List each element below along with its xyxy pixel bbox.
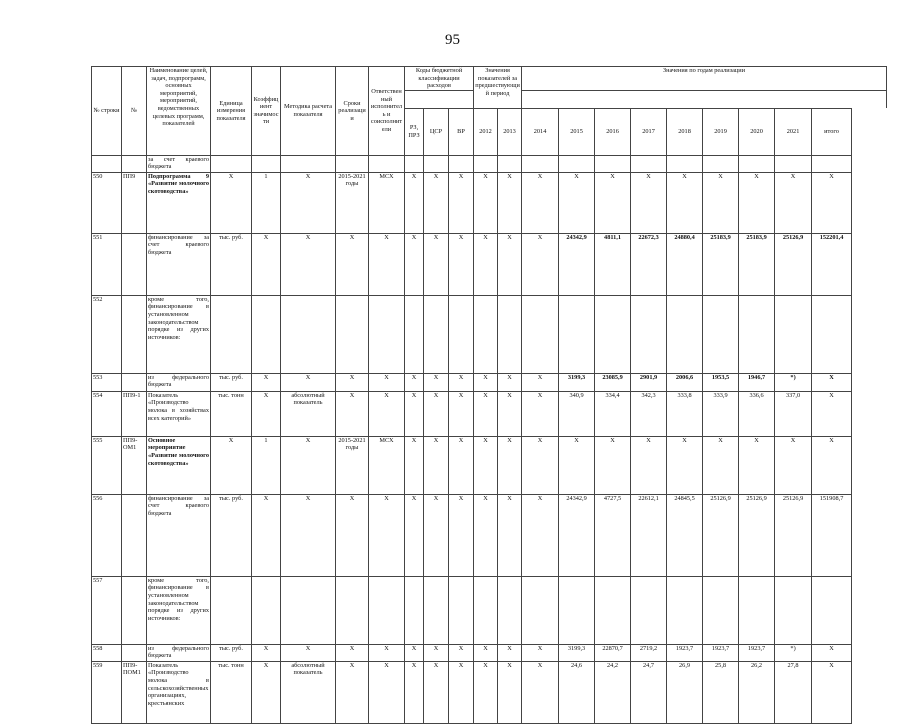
header-2021: 2021 (775, 108, 812, 155)
cell-name-text: из федерального бюджета (148, 373, 209, 389)
cell-y2020: 336,6 (739, 391, 775, 436)
cell-y2020: Х (739, 436, 775, 494)
cell-unit: тыс. тонн (211, 661, 252, 723)
cell-rz: Х (405, 233, 424, 295)
cell-y2015 (559, 295, 595, 373)
cell-y2021 (775, 295, 812, 373)
cell-name (147, 155, 211, 172)
cell-y2014: Х (522, 644, 559, 661)
cell-y2021: Х (775, 172, 812, 233)
cell-name-text: финансирование за счет краевого бюджета (148, 494, 209, 517)
header-2013: 2013 (498, 108, 522, 155)
cell-method (281, 155, 336, 172)
cell-term: 2015-2021 годы (336, 436, 369, 494)
cell-coef: Х (252, 391, 281, 436)
cell-csr: Х (424, 436, 449, 494)
cell-no (122, 644, 147, 661)
cell-method: Х (281, 644, 336, 661)
cell-y2012 (474, 155, 498, 172)
cell-unit: тыс. руб. (211, 644, 252, 661)
table-row (92, 295, 887, 373)
cell-y2014: Х (522, 661, 559, 723)
cell-resp (369, 576, 405, 644)
cell-resp: Х (369, 391, 405, 436)
table-row (92, 576, 887, 644)
cell-y2012: Х (474, 661, 498, 723)
cell-name-text: Показатель «Производство молока в хозяйствах всех категорий» (148, 391, 209, 422)
cell-y2012: Х (474, 233, 498, 295)
cell-csr: Х (424, 494, 449, 576)
cell-total: Х (812, 172, 852, 233)
cell-total: Х (812, 644, 852, 661)
cell-total: Х (812, 436, 852, 494)
header-2017: 2017 (631, 108, 667, 155)
cell-y2016 (595, 295, 631, 373)
cell-vr: Х (449, 644, 474, 661)
cell-y2016: 4727,5 (595, 494, 631, 576)
cell-y2018: 333,8 (667, 391, 703, 436)
cell-method: Х (281, 494, 336, 576)
cell-y2014: Х (522, 373, 559, 391)
cell-y2017 (631, 155, 667, 172)
cell-y2016: 23085,9 (595, 373, 631, 391)
header-csr: ЦСР (424, 108, 449, 155)
cell-unit (211, 155, 252, 172)
cell-name-text: Подпрограмма 9 «Развитие молочного скотоводства» (148, 172, 209, 195)
cell-vr: Х (449, 436, 474, 494)
cell-y2019: Х (703, 172, 739, 233)
cell-rz: Х (405, 494, 424, 576)
cell-y2012: Х (474, 373, 498, 391)
cell-no: ПП9-ОМ1 (122, 436, 147, 494)
cell-unit (211, 576, 252, 644)
table-body (92, 155, 887, 723)
cell-name-text: Основное мероприятие «Развитие молочного скотоводства» (148, 436, 209, 467)
cell-vr (449, 576, 474, 644)
cell-no (122, 494, 147, 576)
cell-row: 553 (92, 373, 122, 391)
cell-y2015: 340,9 (559, 391, 595, 436)
cell-rz (405, 576, 424, 644)
cell-y2019 (703, 295, 739, 373)
table-header (92, 67, 887, 156)
cell-y2019: 1923,7 (703, 644, 739, 661)
cell-y2017: 342,3 (631, 391, 667, 436)
cell-resp: МСХ (369, 436, 405, 494)
cell-y2018 (667, 155, 703, 172)
cell-y2017: 22612,1 (631, 494, 667, 576)
table-row (92, 373, 887, 391)
cell-y2012: Х (474, 494, 498, 576)
cell-total (812, 576, 852, 644)
cell-y2017: 22672,3 (631, 233, 667, 295)
cell-y2020: 1946,7 (739, 373, 775, 391)
cell-resp: Х (369, 373, 405, 391)
header-2012: 2012 (474, 108, 498, 155)
cell-y2021 (775, 155, 812, 172)
cell-name-text: Показатель «Производство молока в сельскохозяйственных организациях, крестьянских (148, 661, 209, 707)
header-2019: 2019 (703, 108, 739, 155)
cell-term: 2015-2021 годы (336, 172, 369, 233)
cell-y2017 (631, 295, 667, 373)
cell-y2018 (667, 295, 703, 373)
cell-coef (252, 295, 281, 373)
cell-y2021: 25126,9 (775, 233, 812, 295)
table-row (92, 644, 887, 661)
cell-total: 151908,7 (812, 494, 852, 576)
cell-term (336, 155, 369, 172)
cell-vr: Х (449, 661, 474, 723)
cell-resp: МСХ (369, 172, 405, 233)
cell-total: Х (812, 373, 852, 391)
cell-resp (369, 155, 405, 172)
cell-unit: Х (211, 172, 252, 233)
cell-no: ПП9-ПОМ1 (122, 661, 147, 723)
cell-term: Х (336, 644, 369, 661)
table-row (92, 391, 887, 436)
cell-y2012: Х (474, 644, 498, 661)
cell-coef: Х (252, 233, 281, 295)
cell-term: Х (336, 373, 369, 391)
cell-method: Х (281, 436, 336, 494)
cell-y2017: 2719,2 (631, 644, 667, 661)
cell-y2020 (739, 155, 775, 172)
cell-y2014: Х (522, 436, 559, 494)
cell-y2013 (498, 155, 522, 172)
cell-y2016: Х (595, 436, 631, 494)
cell-method: Х (281, 172, 336, 233)
cell-vr: Х (449, 391, 474, 436)
cell-no (122, 576, 147, 644)
cell-y2018: 26,9 (667, 661, 703, 723)
cell-total (812, 155, 852, 172)
cell-name (147, 661, 211, 723)
cell-no (122, 373, 147, 391)
cell-y2014: Х (522, 494, 559, 576)
cell-y2020: 1923,7 (739, 644, 775, 661)
cell-row: 556 (92, 494, 122, 576)
cell-y2017: 2901,9 (631, 373, 667, 391)
cell-method: Х (281, 233, 336, 295)
cell-rz (405, 155, 424, 172)
cell-y2021: 337,0 (775, 391, 812, 436)
cell-rz: Х (405, 373, 424, 391)
cell-method: абсолютный показатель (281, 661, 336, 723)
cell-csr: Х (424, 661, 449, 723)
cell-total: 152201,4 (812, 233, 852, 295)
cell-total: Х (812, 661, 852, 723)
cell-y2017: Х (631, 436, 667, 494)
table-row (92, 172, 887, 233)
cell-coef: Х (252, 661, 281, 723)
cell-csr: Х (424, 391, 449, 436)
header-2018: 2018 (667, 108, 703, 155)
cell-coef: Х (252, 644, 281, 661)
cell-y2021 (775, 576, 812, 644)
cell-no (122, 295, 147, 373)
cell-y2018: 24880,4 (667, 233, 703, 295)
cell-y2020: 25126,9 (739, 494, 775, 576)
cell-term (336, 576, 369, 644)
cell-method (281, 295, 336, 373)
cell-y2013 (498, 576, 522, 644)
cell-name (147, 494, 211, 576)
cell-y2019: 25126,9 (703, 494, 739, 576)
cell-name-text: кроме того, финансирование в установленном законодательством порядке из других источников: (148, 576, 209, 622)
cell-vr (449, 155, 474, 172)
cell-total: Х (812, 391, 852, 436)
cell-y2016 (595, 576, 631, 644)
cell-y2015: Х (559, 436, 595, 494)
cell-y2016: Х (595, 172, 631, 233)
cell-name-text: финансирование за счет краевого бюджета (148, 233, 209, 256)
header-rz: РЗ, ПРЗ (405, 108, 424, 155)
cell-name (147, 644, 211, 661)
cell-y2014 (522, 295, 559, 373)
cell-y2020: 26,2 (739, 661, 775, 723)
cell-name (147, 391, 211, 436)
header-unit: Единица измерения показателя (211, 67, 252, 156)
cell-coef: Х (252, 373, 281, 391)
cell-y2021: *) (775, 644, 812, 661)
cell-y2021: Х (775, 436, 812, 494)
cell-row: 558 (92, 644, 122, 661)
cell-y2021: *) (775, 373, 812, 391)
header-previous-period: Значения показателей за предшествующий период (474, 67, 522, 109)
header-responsible: Ответственный исполнитель и соисполнители (369, 67, 405, 156)
cell-resp: Х (369, 233, 405, 295)
cell-name (147, 576, 211, 644)
cell-y2016: 22870,7 (595, 644, 631, 661)
cell-name (147, 233, 211, 295)
cell-csr (424, 576, 449, 644)
cell-rz (405, 295, 424, 373)
cell-y2013: Х (498, 494, 522, 576)
cell-term (336, 295, 369, 373)
cell-resp (369, 295, 405, 373)
header-2015: 2015 (559, 108, 595, 155)
cell-name-text: из федерального бюджета (148, 644, 209, 660)
cell-y2012 (474, 295, 498, 373)
cell-term: Х (336, 391, 369, 436)
cell-y2020: 25183,9 (739, 233, 775, 295)
cell-y2016 (595, 155, 631, 172)
cell-name-text: кроме того, финансирование в установленном законодательством порядке из других источников: (148, 295, 209, 341)
header-row-no: № строки (92, 67, 122, 156)
cell-unit (211, 295, 252, 373)
table-row (92, 494, 887, 576)
cell-y2012: Х (474, 391, 498, 436)
cell-method: абсолютный показатель (281, 391, 336, 436)
cell-method: Х (281, 373, 336, 391)
cell-coef (252, 155, 281, 172)
cell-y2014 (522, 576, 559, 644)
program-indicators-table (91, 66, 887, 724)
cell-row: 551 (92, 233, 122, 295)
cell-resp: Х (369, 661, 405, 723)
cell-vr: Х (449, 494, 474, 576)
cell-y2013: Х (498, 391, 522, 436)
cell-term: Х (336, 661, 369, 723)
header-years: Значения по годам реализации (522, 67, 887, 91)
header-no: № (122, 67, 147, 156)
cell-row: 557 (92, 576, 122, 644)
cell-y2019: Х (703, 436, 739, 494)
cell-csr: Х (424, 233, 449, 295)
cell-y2021: 25126,9 (775, 494, 812, 576)
cell-y2019 (703, 576, 739, 644)
cell-coef (252, 576, 281, 644)
table-row (92, 436, 887, 494)
cell-y2016: 24,2 (595, 661, 631, 723)
cell-csr (424, 295, 449, 373)
cell-y2020 (739, 576, 775, 644)
cell-y2012 (474, 576, 498, 644)
cell-csr (424, 155, 449, 172)
cell-unit: тыс. руб. (211, 233, 252, 295)
cell-y2018: 24845,5 (667, 494, 703, 576)
cell-y2013: Х (498, 661, 522, 723)
cell-resp: Х (369, 494, 405, 576)
cell-row: 555 (92, 436, 122, 494)
cell-y2015: 3199,3 (559, 373, 595, 391)
cell-csr: Х (424, 172, 449, 233)
cell-y2020 (739, 295, 775, 373)
header-total: итого (812, 108, 852, 155)
cell-vr: Х (449, 373, 474, 391)
page-number: 95 (445, 32, 460, 48)
cell-y2015: Х (559, 172, 595, 233)
cell-y2014: Х (522, 172, 559, 233)
cell-y2021: 27,8 (775, 661, 812, 723)
cell-coef: 1 (252, 172, 281, 233)
cell-name (147, 172, 211, 233)
cell-csr: Х (424, 644, 449, 661)
cell-resp: Х (369, 644, 405, 661)
cell-y2018: Х (667, 436, 703, 494)
cell-y2015: 24342,9 (559, 494, 595, 576)
cell-unit: тыс. тонн (211, 391, 252, 436)
cell-y2013: Х (498, 233, 522, 295)
cell-row (92, 155, 122, 172)
cell-y2020: Х (739, 172, 775, 233)
cell-unit: Х (211, 436, 252, 494)
cell-y2012: Х (474, 436, 498, 494)
cell-y2015 (559, 576, 595, 644)
cell-y2013: Х (498, 436, 522, 494)
header-name: Наименование целей, задач, подпрограмм, основных мероприятий, мероприятий, ведомственных целевых программ, показателей (147, 67, 211, 156)
cell-coef: Х (252, 494, 281, 576)
cell-y2016: 4811,1 (595, 233, 631, 295)
cell-no: ПП9-1 (122, 391, 147, 436)
cell-y2013: Х (498, 373, 522, 391)
cell-unit: тыс. руб. (211, 494, 252, 576)
cell-y2019: 333,9 (703, 391, 739, 436)
cell-vr (449, 295, 474, 373)
cell-y2018 (667, 576, 703, 644)
header-vr: ВР (449, 108, 474, 155)
cell-unit: тыс. руб. (211, 373, 252, 391)
cell-row: 559 (92, 661, 122, 723)
table-row (92, 661, 887, 723)
cell-y2018: 2006,6 (667, 373, 703, 391)
cell-y2019: 25183,9 (703, 233, 739, 295)
cell-no: ПП9 (122, 172, 147, 233)
cell-y2016: 334,4 (595, 391, 631, 436)
cell-row: 554 (92, 391, 122, 436)
cell-row: 552 (92, 295, 122, 373)
cell-coef: 1 (252, 436, 281, 494)
cell-y2018: 1923,7 (667, 644, 703, 661)
cell-rz: Х (405, 172, 424, 233)
header-2014: 2014 (522, 108, 559, 155)
cell-name (147, 373, 211, 391)
cell-y2017: Х (631, 172, 667, 233)
cell-vr: Х (449, 233, 474, 295)
cell-name (147, 295, 211, 373)
header-2016: 2016 (595, 108, 631, 155)
cell-rz: Х (405, 661, 424, 723)
cell-y2019 (703, 155, 739, 172)
cell-y2013: Х (498, 172, 522, 233)
cell-y2015 (559, 155, 595, 172)
cell-y2017: 24,7 (631, 661, 667, 723)
cell-y2015: 24,6 (559, 661, 595, 723)
cell-term: Х (336, 233, 369, 295)
header-term: Сроки реализации (336, 67, 369, 156)
cell-no (122, 155, 147, 172)
cell-y2019: 25,8 (703, 661, 739, 723)
table-row (92, 155, 887, 172)
cell-y2012: Х (474, 172, 498, 233)
cell-name (147, 436, 211, 494)
cell-total (812, 295, 852, 373)
cell-name-text: за счет краевого бюджета (148, 155, 209, 171)
table-row (92, 233, 887, 295)
cell-y2014: Х (522, 391, 559, 436)
header-2020: 2020 (739, 108, 775, 155)
cell-y2018: Х (667, 172, 703, 233)
header-method: Методика расчета показателя (281, 67, 336, 156)
cell-y2014: Х (522, 233, 559, 295)
cell-rz: Х (405, 644, 424, 661)
cell-rz: Х (405, 436, 424, 494)
cell-y2019: 1953,5 (703, 373, 739, 391)
cell-no (122, 233, 147, 295)
cell-y2015: 3199,3 (559, 644, 595, 661)
cell-rz: Х (405, 391, 424, 436)
header-budget-codes: Коды бюджетной классификации расходов (405, 67, 474, 91)
cell-y2013: Х (498, 644, 522, 661)
cell-csr: Х (424, 373, 449, 391)
cell-y2017 (631, 576, 667, 644)
cell-row: 550 (92, 172, 122, 233)
cell-term: Х (336, 494, 369, 576)
cell-method (281, 576, 336, 644)
header-coef: Коэффициент значимости (252, 67, 281, 156)
cell-y2013 (498, 295, 522, 373)
cell-y2015: 24342,9 (559, 233, 595, 295)
cell-y2014 (522, 155, 559, 172)
cell-vr: Х (449, 172, 474, 233)
